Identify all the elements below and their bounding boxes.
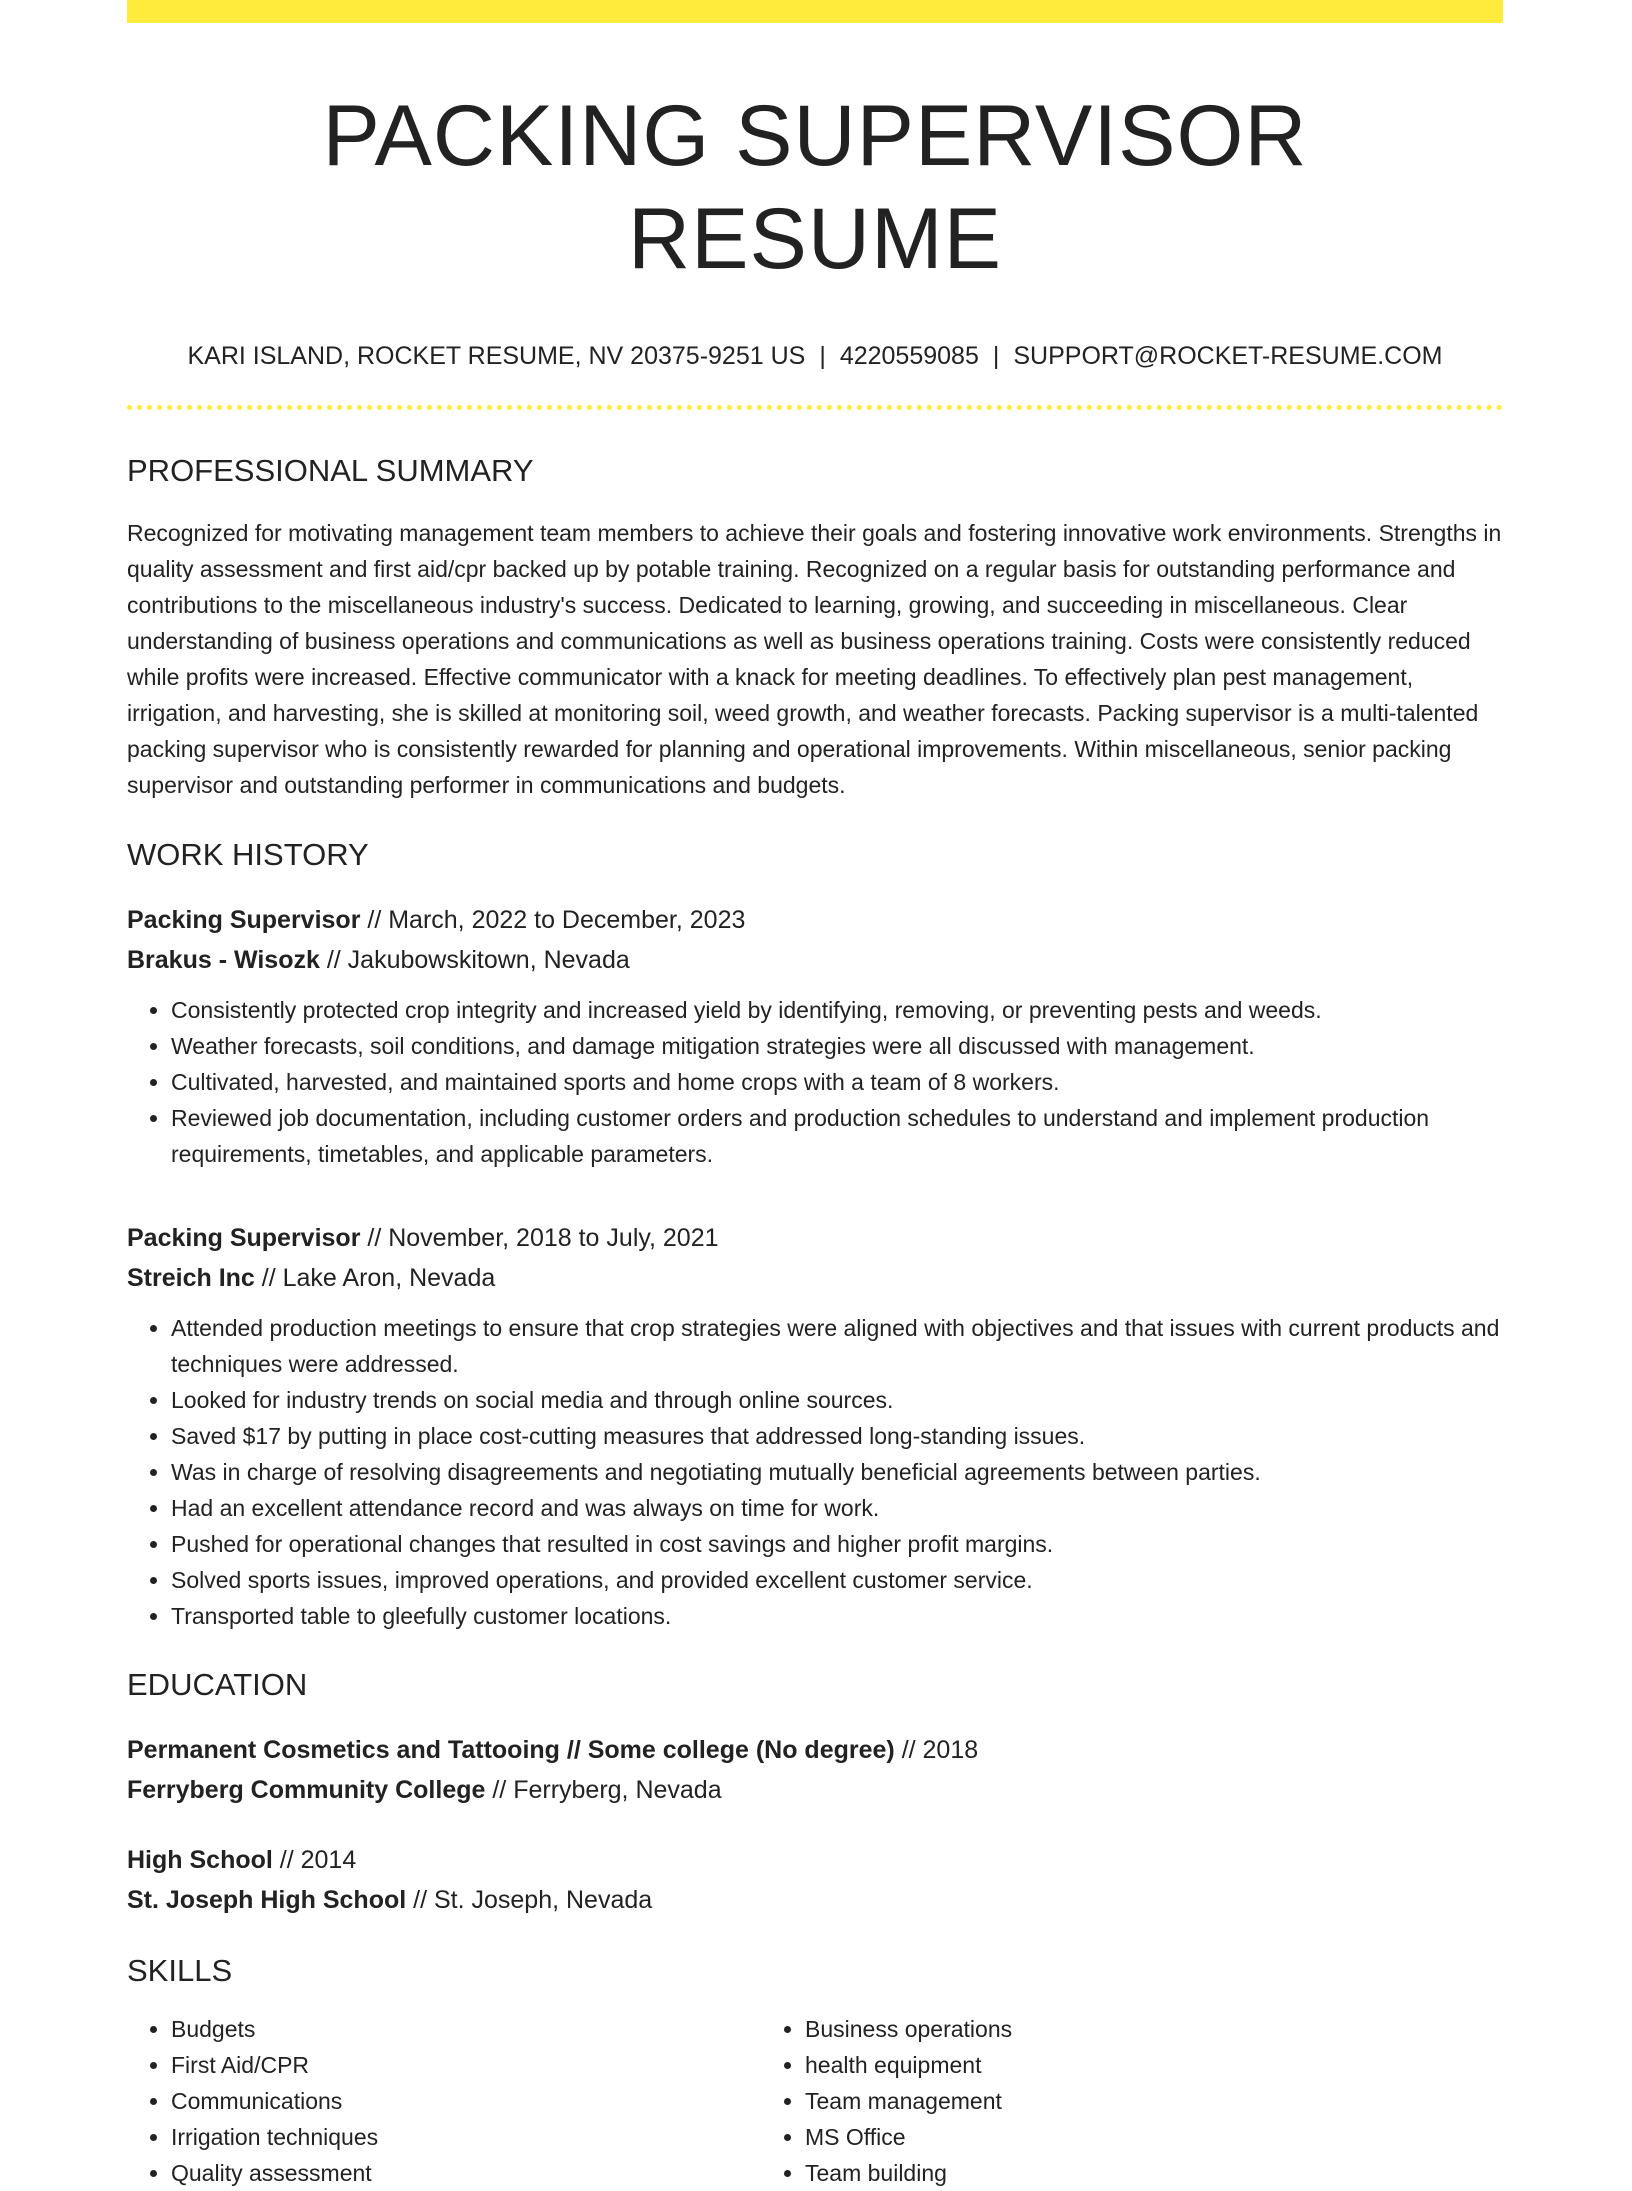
education-school-line (127, 1770, 1503, 1810)
skill-item: • Budgets (171, 2011, 761, 2047)
skill-item: • MS Office (805, 2119, 1395, 2155)
education-program-line (127, 1730, 1503, 1770)
education-location: // Ferryberg, Nevada (485, 1775, 722, 1804)
dotted-divider (127, 405, 1503, 410)
contact-separator: | (992, 342, 1000, 371)
contact-email: SUPPORT@ROCKET-RESUME.COM (1013, 342, 1443, 371)
job-title: Packing Supervisor (127, 905, 361, 934)
education-program: Permanent Cosmetics and Tattooing // Some college (No degree) (127, 1735, 895, 1764)
job-bullets (127, 1310, 1503, 1634)
job-location: // Jakubowskitown, Nevada (319, 945, 630, 974)
job-company-line (127, 1258, 1503, 1298)
job-bullet: • Pushed for operational changes that resulted in cost savings and higher profit margins. (171, 1526, 1503, 1562)
job-bullet: • Attended production meetings to ensure that crop strategies were aligned with objectives and that issues with current products and techniques were addressed. (171, 1310, 1503, 1382)
education-school-line (127, 1880, 1503, 1920)
skills-list-left (127, 2011, 761, 2191)
education-program: High School (127, 1845, 273, 1874)
skill-item: • First Aid/CPR (171, 2047, 761, 2083)
skills-list-right (761, 2011, 1395, 2191)
job-entry (127, 900, 1503, 1172)
job-bullet: • Weather forecasts, soil conditions, and damage mitigation strategies were all discussed with management. (171, 1028, 1503, 1064)
job-dates: // March, 2022 to December, 2023 (360, 905, 746, 934)
job-bullet: • Cultivated, harvested, and maintained sports and home crops with a team of 8 workers. (171, 1064, 1503, 1100)
education-program-line (127, 1840, 1503, 1880)
job-entry (127, 1218, 1503, 1634)
job-company: Streich Inc (127, 1263, 255, 1292)
work-history-heading: WORK HISTORY (127, 836, 369, 872)
skill-item: • Quality assessment (171, 2155, 761, 2191)
job-dates: // November, 2018 to July, 2021 (360, 1223, 719, 1252)
resume-title: PACKING SUPERVISOR RESUME (322, 88, 1308, 288)
job-bullet: • Looked for industry trends on social media and through online sources. (171, 1382, 1503, 1418)
skill-item: • Irrigation techniques (171, 2119, 761, 2155)
skill-item: • Communications (171, 2083, 761, 2119)
job-bullets (127, 992, 1503, 1172)
contact-address: KARI ISLAND, ROCKET RESUME, NV 20375-9251 US (187, 342, 806, 371)
job-title-line (127, 900, 1503, 940)
skill-item: • Business operations (805, 2011, 1395, 2047)
job-bullet: • Transported table to gleefully customer locations. (171, 1598, 1503, 1634)
job-title: Packing Supervisor (127, 1223, 361, 1252)
job-company-line (127, 940, 1503, 980)
summary-heading: PROFESSIONAL SUMMARY (127, 453, 534, 489)
job-bullet: • Reviewed job documentation, including customer orders and production schedules to understand and implement production requirements, timetables, and applicable parameters. (171, 1100, 1503, 1172)
job-title-line (127, 1218, 1503, 1258)
education-year: // 2014 (272, 1845, 357, 1874)
skills-heading: SKILLS (127, 1952, 233, 1988)
contact-line (127, 341, 1503, 371)
education-heading: EDUCATION (127, 1666, 308, 1702)
education-school: St. Joseph High School (127, 1885, 407, 1914)
skill-item: • Team building (805, 2155, 1395, 2191)
job-location: // Lake Aron, Nevada (254, 1263, 496, 1292)
contact-separator: | (819, 342, 826, 371)
accent-top-bar (127, 0, 1503, 23)
job-bullet: • Consistently protected crop integrity and increased yield by identifying, removing, or preventing pests and weeds. (171, 992, 1503, 1028)
job-company: Brakus - Wisozk (127, 945, 320, 974)
skills-grid (127, 2011, 1503, 2191)
job-bullet: • Saved $17 by putting in place cost-cutting measures that addressed long-standing issues. (171, 1418, 1503, 1454)
skill-item: • Team management (805, 2083, 1395, 2119)
education-location: // St. Joseph, Nevada (406, 1885, 653, 1914)
education-school: Ferryberg Community College (127, 1775, 486, 1804)
summary-text: Recognized for motivating management team members to achieve their goals and fostering innovative work environments. Strengths in quality assessment and first aid/cpr backed up by potable training. Recognized on a regular basis for outstanding performance and contributions to the miscellaneous industry's success. Dedicated to learning, growing, and succeeding in miscellaneous. Clear understanding of business operations and communications as well as business operations training. Costs were consistently reduced while profits were increased. Effective communicator with a knack for meeting deadlines. To effectively plan pest management, irrigation, and harvesting, she is skilled at monitoring soil, weed growth, and weather forecasts. Packing supervisor is a multi-talented packing supervisor who is consistently rewarded for planning and operational improvements. Within miscellaneous, senior packing supervisor and outstanding performer in communications and budgets. (127, 519, 1502, 798)
contact-phone: 4220559085 (839, 342, 979, 371)
education-entry (127, 1840, 1503, 1920)
job-bullet: • Solved sports issues, improved operations, and provided excellent customer service. (171, 1562, 1503, 1598)
resume-page (127, 0, 1503, 2191)
skill-item: • health equipment (805, 2047, 1395, 2083)
job-bullet: • Was in charge of resolving disagreements and negotiating mutually beneficial agreements between parties. (171, 1454, 1503, 1490)
job-bullet: • Had an excellent attendance record and was always on time for work. (171, 1490, 1503, 1526)
education-year: // 2018 (894, 1735, 979, 1764)
education-entry (127, 1730, 1503, 1810)
